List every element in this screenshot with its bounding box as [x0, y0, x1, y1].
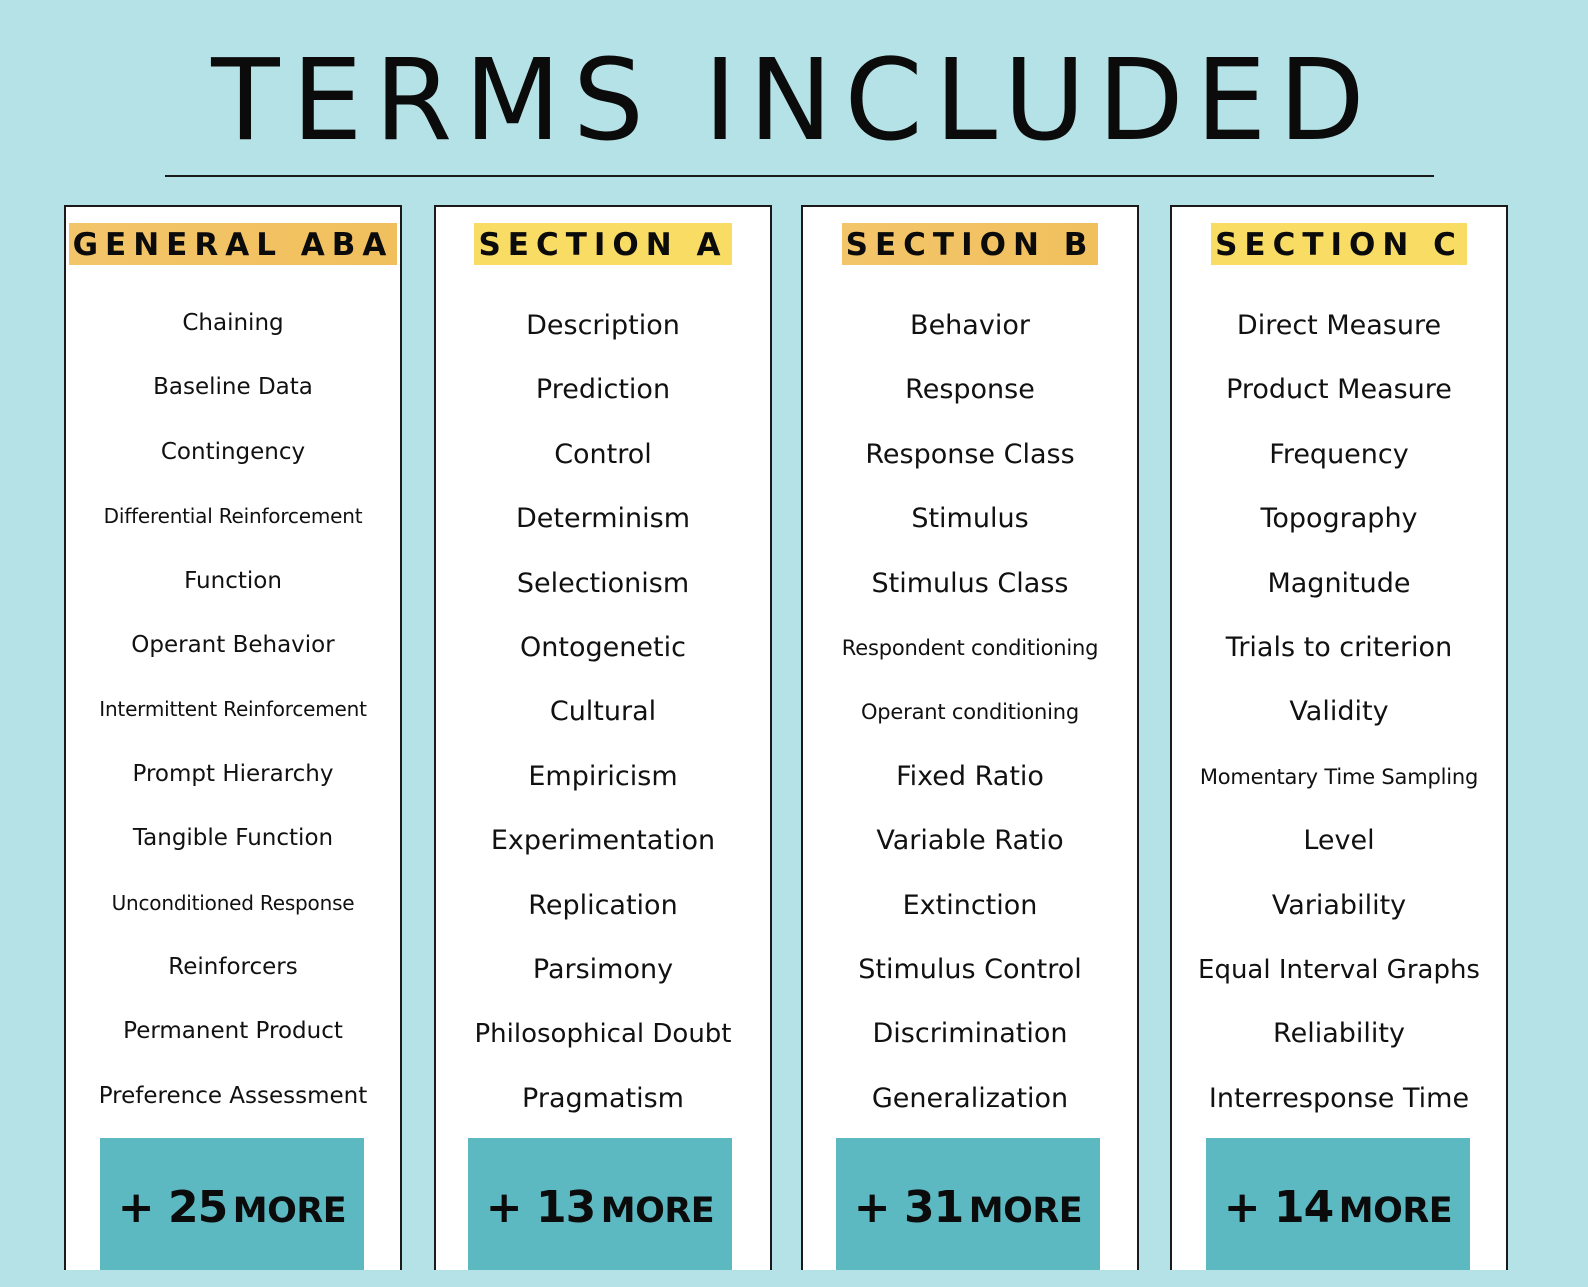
- column-section-a: [434, 205, 772, 1270]
- term-item: Reliability: [1273, 1018, 1405, 1050]
- term-item: Operant conditioning: [860, 700, 1080, 725]
- term-item: Discrimination: [872, 1018, 1068, 1050]
- term-item: Validity: [1289, 696, 1389, 728]
- term-item: Variable Ratio: [876, 825, 1064, 857]
- term-item: Selectionism: [516, 567, 690, 599]
- term-item: Reinforcers: [168, 953, 298, 980]
- term-item: Philosophical Doubt: [474, 1019, 732, 1050]
- term-item: Function: [184, 567, 282, 594]
- term-item: Interresponse Time: [1208, 1082, 1470, 1114]
- term-item: Generalization: [871, 1082, 1069, 1114]
- term-item: Extinction: [902, 889, 1038, 921]
- term-item: Permanent Product: [123, 1018, 343, 1045]
- term-item: Tangible Function: [132, 825, 334, 852]
- column-heading-label: SECTION B: [842, 223, 1099, 265]
- term-item: Chaining: [182, 310, 284, 336]
- term-item: Operant Behavior: [131, 631, 335, 658]
- term-item: Experimentation: [490, 825, 716, 857]
- more-terms-badge: [468, 1138, 732, 1270]
- term-item: Magnitude: [1267, 567, 1411, 599]
- term-item: Response: [905, 374, 1035, 406]
- more-label: MORE: [1338, 1191, 1453, 1231]
- more-terms-badge: [836, 1138, 1100, 1270]
- term-item: Topography: [1260, 503, 1418, 535]
- term-item: Determinism: [515, 503, 690, 535]
- more-count: + 13: [485, 1182, 596, 1233]
- term-item: Stimulus: [911, 503, 1029, 535]
- column-heading-label: SECTION C: [1211, 223, 1467, 265]
- term-item: Equal Interval Graphs: [1198, 954, 1480, 985]
- column-heading-label: SECTION A: [474, 223, 731, 265]
- term-item: Stimulus Control: [858, 953, 1082, 985]
- column-section-b: [801, 205, 1139, 1270]
- more-label: MORE: [232, 1191, 347, 1231]
- more-terms-badge: [100, 1138, 364, 1270]
- more-count: + 14: [1223, 1182, 1334, 1233]
- term-item: Prompt Hierarchy: [132, 760, 334, 787]
- term-item: Pragmatism: [522, 1082, 684, 1114]
- page-title: TERMS INCLUDED: [211, 36, 1377, 166]
- term-item: Description: [526, 310, 680, 341]
- term-item: Trials to criterion: [1225, 631, 1453, 663]
- term-item: Cultural: [549, 696, 657, 728]
- column-heading: [1172, 223, 1506, 265]
- column-heading: [803, 223, 1137, 265]
- column-heading: [66, 223, 400, 265]
- term-item: Differential Reinforcement: [103, 504, 363, 529]
- term-item: Baseline Data: [153, 374, 313, 401]
- more-label: MORE: [600, 1191, 715, 1231]
- term-item: Respondent conditioning: [841, 635, 1099, 660]
- term-item: Level: [1303, 825, 1375, 857]
- term-item: Product Measure: [1226, 374, 1452, 406]
- term-item: Ontogenetic: [520, 631, 686, 663]
- term-item: Intermittent Reinforcement: [99, 697, 367, 722]
- more-count: + 25: [117, 1182, 228, 1233]
- term-item: Momentary Time Sampling: [1199, 764, 1479, 789]
- term-item: Empiricism: [528, 760, 678, 792]
- term-list: [803, 294, 1137, 1131]
- title-divider: [165, 175, 1434, 177]
- term-item: Unconditioned Response: [111, 890, 355, 915]
- term-item: Variability: [1271, 889, 1407, 921]
- term-item: Behavior: [910, 310, 1030, 341]
- term-item: Contingency: [160, 438, 306, 465]
- column-heading: [436, 223, 770, 265]
- column-section-c: [1170, 205, 1508, 1270]
- more-count: + 31: [853, 1182, 964, 1233]
- column-heading-label: GENERAL ABA: [69, 223, 398, 265]
- term-item: Parsimony: [532, 953, 674, 985]
- term-item: Prediction: [535, 374, 671, 406]
- more-label: MORE: [968, 1191, 1083, 1231]
- term-item: Preference Assessment: [98, 1082, 368, 1109]
- term-list: [66, 291, 400, 1128]
- term-item: Response Class: [865, 438, 1075, 470]
- column-general-aba: [64, 205, 402, 1270]
- term-list: [436, 294, 770, 1131]
- term-item: Frequency: [1269, 438, 1409, 470]
- term-item: Direct Measure: [1236, 310, 1442, 341]
- term-item: Control: [554, 438, 652, 470]
- more-terms-badge: [1206, 1138, 1470, 1270]
- term-item: Stimulus Class: [871, 567, 1069, 599]
- term-item: Fixed Ratio: [896, 760, 1044, 792]
- term-list: [1172, 294, 1506, 1131]
- term-item: Replication: [528, 889, 678, 921]
